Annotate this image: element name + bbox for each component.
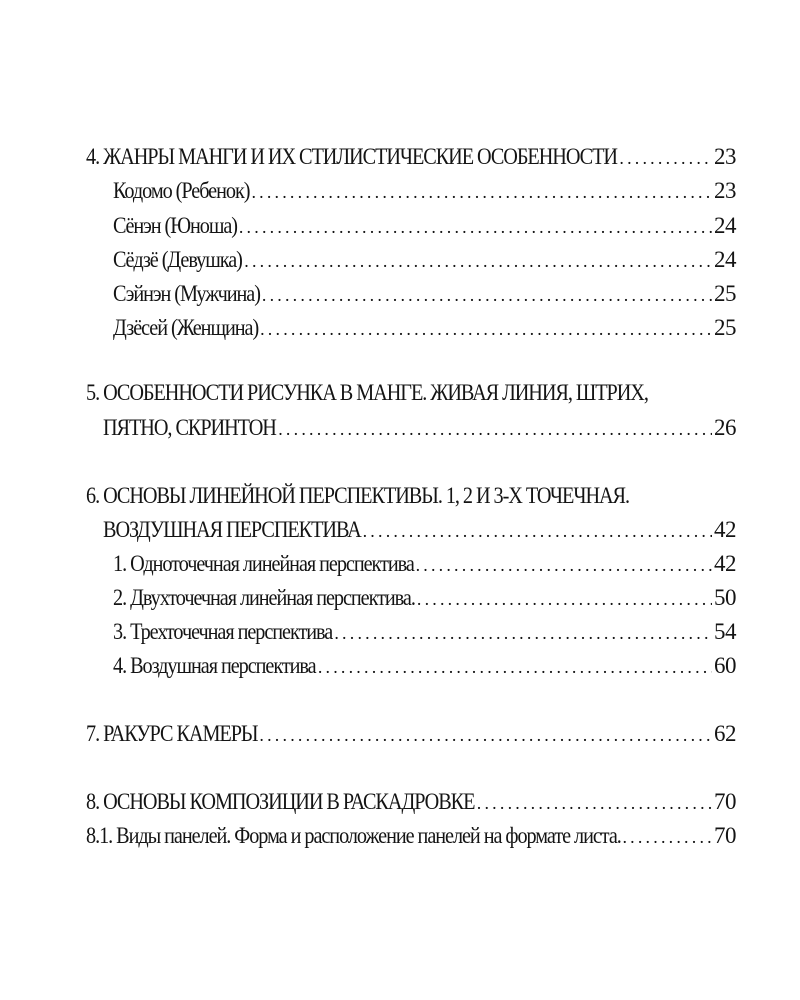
toc-entry-section-7[interactable] [86,719,736,749]
toc-subentry[interactable] [113,211,736,241]
toc-page-number: 42 [714,551,736,576]
toc-page-number: 24 [714,213,736,238]
toc-entry-title: 7. РАКУРС КАМЕРЫ [86,721,258,746]
toc-entry-title: 2. Двухточечная линейная перспектива. [113,585,415,610]
dot-leader [334,618,712,648]
dot-leader [318,652,712,682]
toc-page-number: 26 [714,415,736,440]
toc-entry-title: ВОЗДУШНАЯ ПЕРСПЕКТИВА [103,517,361,542]
toc-page-number: 24 [714,247,736,272]
toc-entry-section-5[interactable] [103,413,736,443]
toc-page-number: 50 [714,585,736,610]
toc-entry-title: Сёнэн (Юноша) [113,213,237,238]
toc-subentry[interactable] [113,245,736,275]
dot-leader [477,788,712,818]
toc-entry-title: Сэйнэн (Мужчина) [113,281,260,306]
toc-page-number: 25 [714,315,736,340]
toc-page-number: 54 [714,619,736,644]
toc-entry-title: Сёдзё (Девушка) [113,247,242,272]
toc-entry-section-6[interactable] [103,515,736,545]
toc-subentry[interactable] [113,583,736,613]
toc-entry-title: 3. Трехточечная перспектива [113,619,333,644]
toc-subentry[interactable] [86,821,736,851]
toc-subentry[interactable] [113,617,736,647]
toc-entry-title: Кодомо (Ребенок) [113,178,250,203]
toc-page-number: 25 [714,281,736,306]
toc-entry-section-5-line1[interactable]: 5. ОСОБЕННОСТИ РИСУНКА В МАНГЕ. ЖИВАЯ ЛИНИЯ, ШТРИХ, [86,380,648,405]
toc-entry-title: 1. Одноточечная линейная перспектива [113,551,414,576]
toc-entry-title: Дзёсей (Женщина) [113,315,259,340]
toc-entry-section-4[interactable] [86,142,736,172]
dot-leader [417,584,712,614]
dot-leader [244,246,712,276]
toc-entry-section-6-line1[interactable]: 6. ОСНОВЫ ЛИНЕЙНОЙ ПЕРСПЕКТИВЫ. 1, 2 И 3-Х ТОЧЕЧНАЯ. [86,483,630,508]
dot-leader [622,822,712,852]
toc-subentry[interactable] [113,176,736,206]
dot-leader [363,516,712,546]
toc-page-number: 70 [714,823,736,848]
toc-entry-title: 8. ОСНОВЫ КОМПОЗИЦИИ В РАСКАДРОВКЕ [86,789,475,814]
dot-leader [278,414,712,444]
toc-entry-title: ПЯТНО, СКРИНТОН [103,415,276,440]
toc-page-number: 42 [714,517,736,542]
dot-leader [416,550,712,580]
toc-page-number: 60 [714,653,736,678]
dot-leader [262,280,712,310]
toc-subentry[interactable] [113,549,736,579]
dot-leader [259,720,712,750]
dot-leader [260,314,712,344]
toc-page-number: 70 [714,789,736,814]
toc-subentry[interactable] [113,279,736,309]
dot-leader [239,212,712,242]
dot-leader [251,177,712,207]
toc-entry-title: 4. ЖАНРЫ МАНГИ И ИХ СТИЛИСТИЧЕСКИЕ ОСОБЕННОСТИ [86,144,617,169]
toc-page-number: 23 [714,144,736,169]
toc-page-number: 23 [714,178,736,203]
toc-page-number: 62 [714,721,736,746]
toc-entry-section-8[interactable] [86,787,736,817]
toc-entry-title: 4. Воздушная перспектива [113,653,316,678]
dot-leader [619,143,712,173]
toc-subentry[interactable] [113,313,736,343]
toc-entry-title: 8.1. Виды панелей. Форма и расположение панелей на формате листа. [86,823,621,848]
toc-subentry[interactable] [113,651,736,681]
